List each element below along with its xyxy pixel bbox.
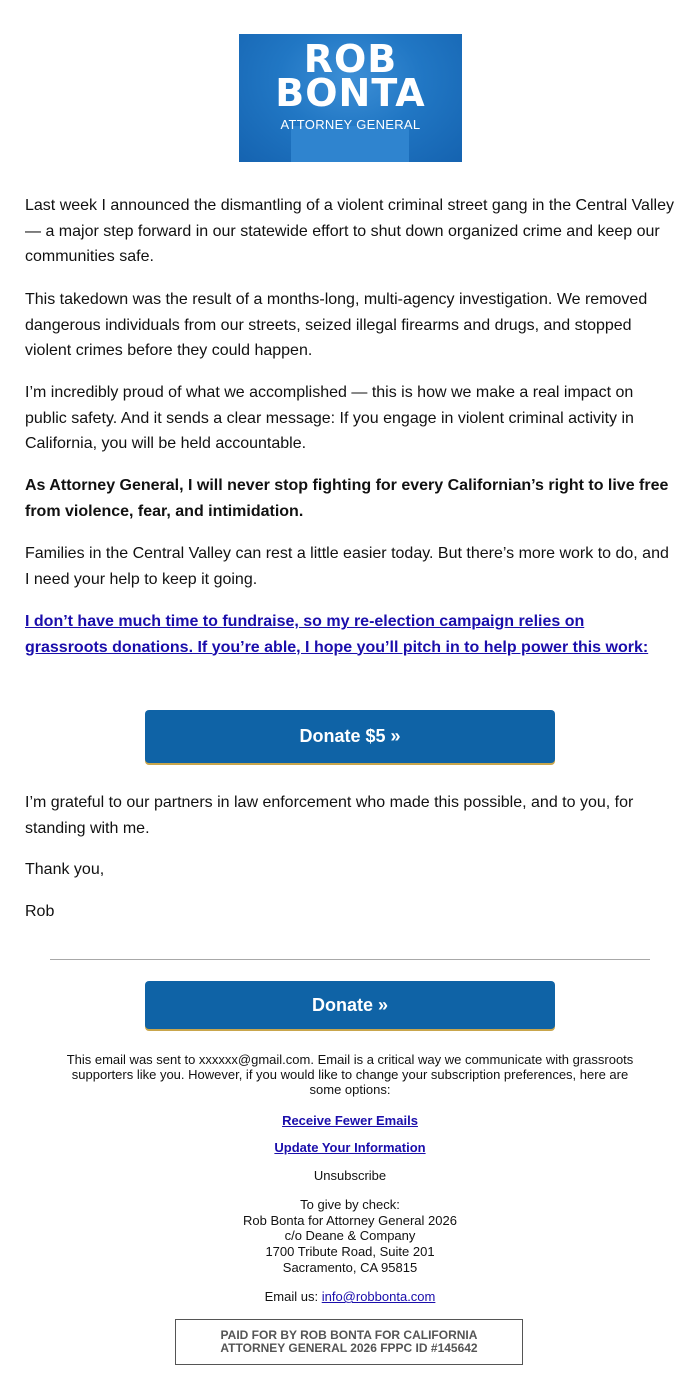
- update-information-link[interactable]: Update Your Information: [274, 1140, 426, 1155]
- receive-fewer-emails-link[interactable]: Receive Fewer Emails: [282, 1113, 418, 1128]
- fewer-emails-row: [60, 1113, 640, 1128]
- signature-text: Rob: [25, 903, 55, 920]
- campaign-logo: [239, 34, 462, 162]
- paragraph-grateful: I’m grateful to our partners in law enforcement who made this possible, and to you, for standing with me.: [25, 794, 634, 837]
- check-address-line-2: c/o Deane & Company: [284, 1228, 416, 1243]
- commitment-bold-text: As Attorney General, I will never stop fighting for every Californian’s right to live free from violence, fear, and intimidation.: [25, 477, 669, 520]
- subscription-notice: This email was sent to xxxxxx@gmail.com. Email is a critical way we communicate with grassroots supporters like you. However, if you would like to change your subscription preferences, here are some options:: [66, 1052, 634, 1097]
- paragraph-commitment: [25, 473, 677, 524]
- check-address-line-1: Rob Bonta for Attorney General 2026: [243, 1213, 457, 1228]
- logo-line-title: ATTORNEY GENERAL: [280, 117, 421, 132]
- check-address-line-3: 1700 Tribute Road, Suite 201: [265, 1244, 435, 1259]
- update-info-row: [60, 1140, 640, 1155]
- paid-for-line-1: PAID FOR BY ROB BONTA FOR CALIFORNIA: [220, 1328, 478, 1342]
- donate-button[interactable]: Donate »: [145, 981, 555, 1029]
- paragraph-announcement: Last week I announced the dismantling of a violent criminal street gang in the Central Valley — a major step forward in our statewide effort to shut down organized crime and keep our communities safe.: [25, 197, 674, 265]
- closing-text: Thank you,: [25, 861, 105, 878]
- paragraph-families: Families in the Central Valley can rest a little easier today. But there’s more work to do, and I need your help to keep it going.: [25, 545, 669, 588]
- donate-5-button[interactable]: Donate $5 »: [145, 710, 555, 763]
- paid-for-line-2: ATTORNEY GENERAL 2026 FPPC ID #145642: [220, 1341, 478, 1355]
- email-address-link[interactable]: info@robbonta.com: [321, 1289, 436, 1304]
- unsubscribe-link[interactable]: Unsubscribe: [313, 1168, 387, 1183]
- logo-line-bonta: BONTA: [275, 71, 426, 115]
- paragraph-proud: I’m incredibly proud of what we accomplished — this is how we make a real impact on public safety. And it sends a clear message: If you engage in violent criminal activity in California, you will be held accountable.: [25, 384, 634, 452]
- fundraise-cta-link[interactable]: I don’t have much time to fundraise, so my re-election campaign relies on grassroots donations. If you’re able, I hope you’ll pitch in to help power this work:: [25, 613, 649, 656]
- check-heading: To give by check:: [300, 1197, 400, 1212]
- email-us-label: Email us:: [264, 1289, 319, 1304]
- paragraph-takedown: This takedown was the result of a months-long, multi-agency investigation. We removed dangerous individuals from our streets, seized illegal firearms and drugs, and stopped violent crimes before they could happen.: [25, 291, 648, 359]
- email-us-row: [60, 1289, 640, 1304]
- check-address-line-4: Sacramento, CA 95815: [282, 1260, 418, 1275]
- paid-for-disclaimer: [175, 1319, 523, 1365]
- footer-divider: [50, 959, 650, 960]
- logo-line-rob: ROB: [303, 37, 398, 81]
